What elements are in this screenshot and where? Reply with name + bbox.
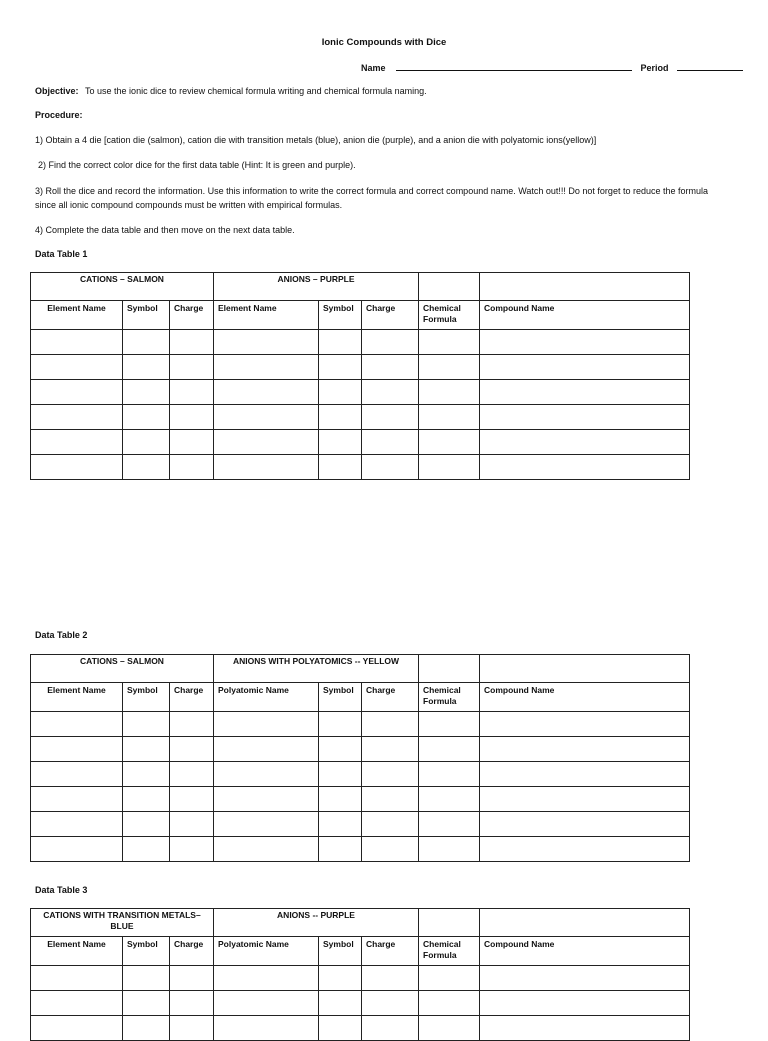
data-table-1 — [30, 272, 690, 480]
cation-group-header: CATIONS WITH TRANSITION METALS– BLUE — [31, 909, 214, 937]
data-table-3 — [30, 908, 690, 1041]
col-header-symbol: Symbol — [123, 937, 170, 966]
page-title: Ionic Compounds with Dice — [321, 37, 447, 48]
anion-group-header: ANIONS – PURPLE — [214, 273, 419, 301]
col-header-compound-name: Compound Name — [480, 937, 690, 966]
col-header-symbol: Symbol — [319, 937, 362, 966]
table-row — [31, 1016, 690, 1041]
table-row — [31, 787, 690, 812]
procedure-step-4: 4) Complete the data table and then move on the next data table. — [35, 225, 295, 235]
col-header-charge: Charge — [362, 937, 419, 966]
table-row — [31, 966, 690, 991]
col-header-charge: Charge — [170, 683, 214, 712]
col-header-element-name: Element Name — [31, 937, 123, 966]
col-header-symbol: Symbol — [123, 683, 170, 712]
data-table-3-label: Data Table 3 — [35, 885, 88, 895]
col-header-chemical-formula: Chemical Formula — [419, 937, 480, 966]
table-row — [31, 991, 690, 1016]
col-header-polyatomic-name: Polyatomic Name — [214, 683, 319, 712]
period-blank[interactable] — [677, 61, 743, 71]
col-header-charge: Charge — [362, 301, 419, 330]
period-label: Period — [640, 63, 669, 73]
table-row — [31, 455, 690, 480]
table-row — [31, 330, 690, 355]
data-table-2 — [30, 654, 690, 862]
table-row — [31, 812, 690, 837]
name-field-row — [361, 61, 743, 74]
col-header-chemical-formula: Chemical Formula — [419, 301, 480, 330]
col-header-element-name: Element Name — [31, 683, 123, 712]
table-row — [31, 712, 690, 737]
group-header-blank — [419, 273, 480, 301]
cation-group-header: CATIONS – SALMON — [31, 273, 214, 301]
col-header-symbol: Symbol — [123, 301, 170, 330]
table-row — [31, 737, 690, 762]
table-row — [31, 380, 690, 405]
procedure-step-1: 1) Obtain a 4 die [cation die (salmon), cation die with transition metals (blue), anion die (purple), and a anion die with polyatomic ions(yellow)] — [35, 135, 597, 145]
data-table-2-label: Data Table 2 — [35, 630, 88, 640]
group-header-blank — [480, 273, 690, 301]
col-header-charge: Charge — [170, 937, 214, 966]
group-header-blank — [419, 909, 480, 937]
procedure-step-2: 2) Find the correct color dice for the first data table (Hint: It is green and purple). — [38, 160, 356, 170]
col-header-symbol: Symbol — [319, 301, 362, 330]
table-row — [31, 762, 690, 787]
cation-group-header: CATIONS – SALMON — [31, 655, 214, 683]
group-header-blank — [480, 909, 690, 937]
col-header-element-name: Element Name — [31, 301, 123, 330]
group-header-blank — [480, 655, 690, 683]
name-blank[interactable] — [396, 61, 632, 71]
objective-text: To use the ionic dice to review chemical formula writing and chemical formula naming. — [85, 86, 427, 96]
name-label: Name — [361, 63, 386, 73]
anion-group-header: ANIONS WITH POLYATOMICS -- YELLOW — [214, 655, 419, 683]
procedure-step-3: 3) Roll the dice and record the information. Use this information to write the correct formula and correct compound name. Watch out!!! Do not forget to reduce the formula since all ionic compound compounds must be written with empirical formulas. — [35, 186, 708, 210]
col-header-element-name: Element Name — [214, 301, 319, 330]
data-table-1-label: Data Table 1 — [35, 249, 88, 259]
objective-label: Objective: — [35, 86, 79, 96]
table-row — [31, 430, 690, 455]
col-header-chemical-formula: Chemical Formula — [419, 683, 480, 712]
table-row — [31, 355, 690, 380]
anion-group-header: ANIONS -- PURPLE — [214, 909, 419, 937]
col-header-compound-name: Compound Name — [480, 301, 690, 330]
group-header-blank — [419, 655, 480, 683]
col-header-charge: Charge — [362, 683, 419, 712]
objective — [35, 85, 427, 97]
procedure-label: Procedure: — [35, 110, 83, 120]
col-header-compound-name: Compound Name — [480, 683, 690, 712]
table-row — [31, 405, 690, 430]
col-header-charge: Charge — [170, 301, 214, 330]
table-row — [31, 837, 690, 862]
col-header-symbol: Symbol — [319, 683, 362, 712]
col-header-polyatomic-name: Polyatomic Name — [214, 937, 319, 966]
